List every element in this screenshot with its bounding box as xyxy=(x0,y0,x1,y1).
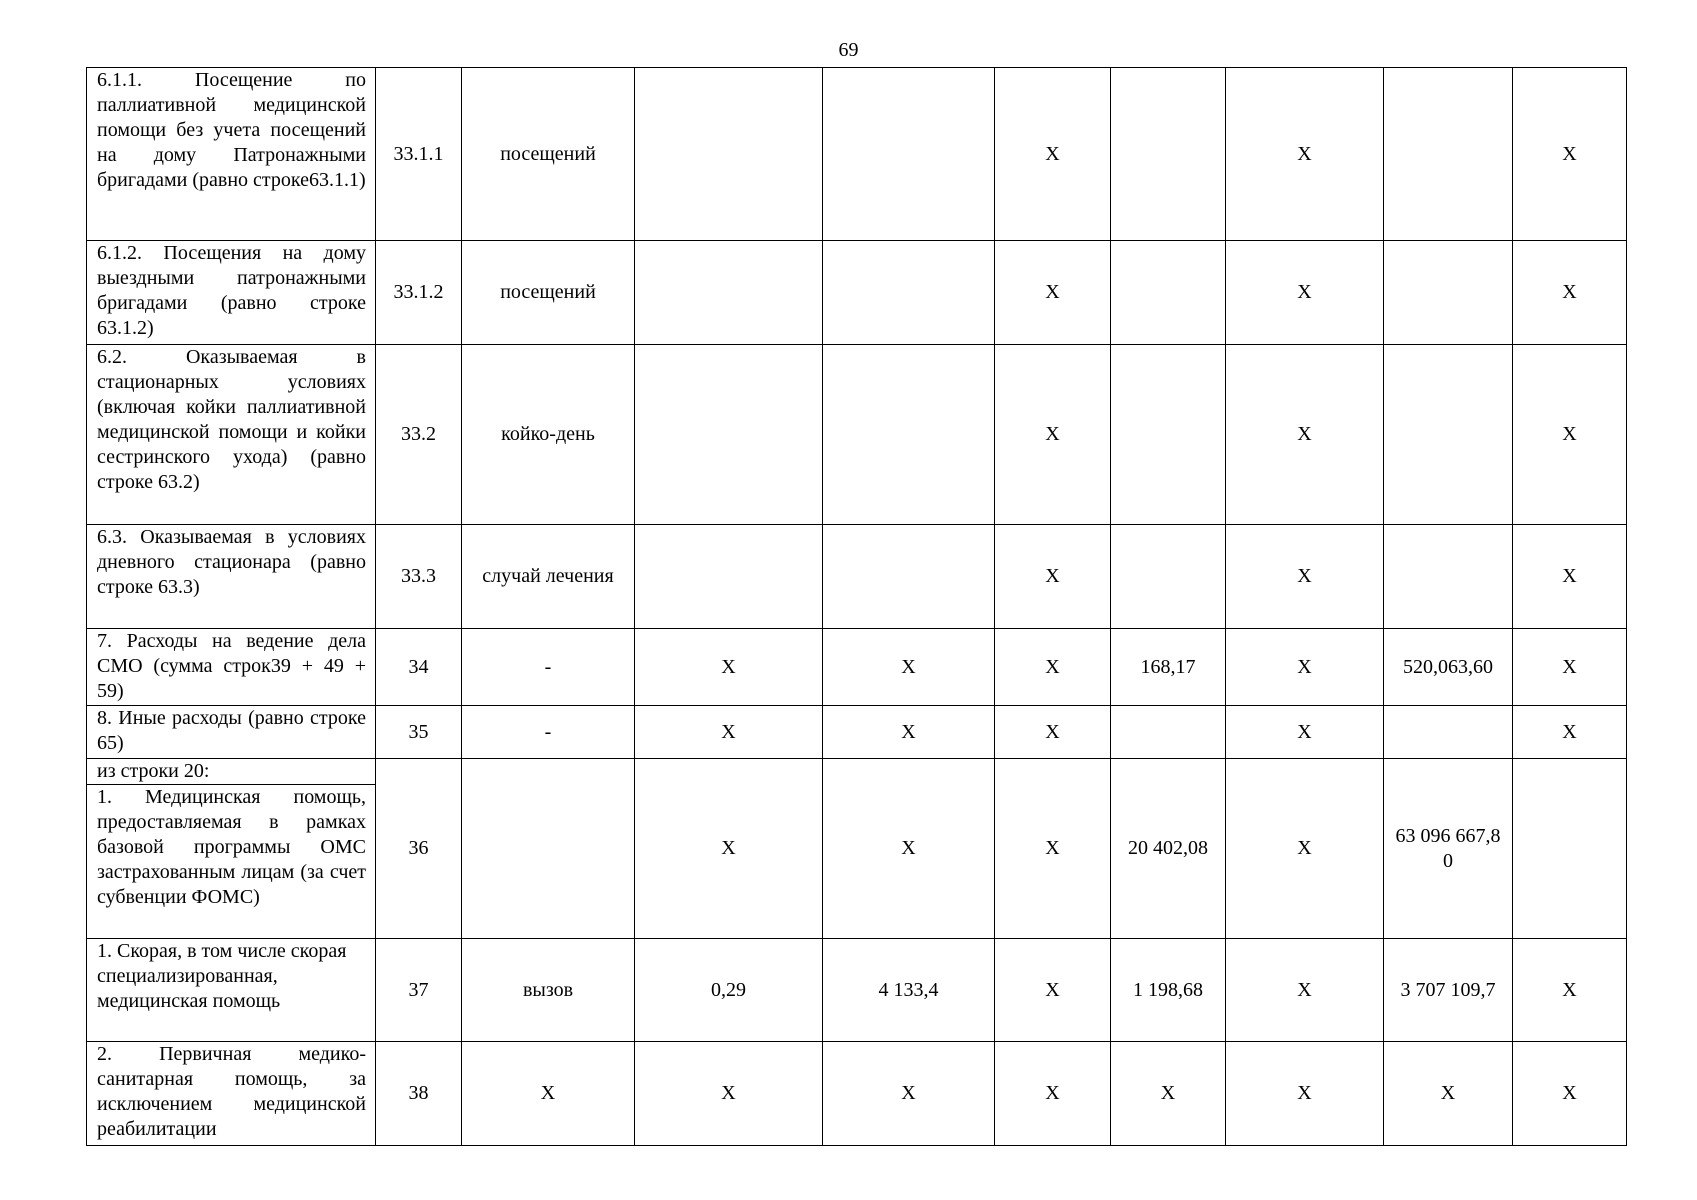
table-row-33-1-1 xyxy=(87,68,1627,241)
cell-col5: X xyxy=(823,706,995,759)
row-name: 7. Расходы на ведение дела СМО (сумма строк39 + 49 + 59) xyxy=(87,629,376,706)
row-code: 33.1.1 xyxy=(376,68,462,241)
cell-col5 xyxy=(823,345,995,525)
cell-col6: X xyxy=(995,1042,1111,1146)
cell-col10: X xyxy=(1513,241,1627,345)
cell-col8: X xyxy=(1226,241,1384,345)
cell-col8: X xyxy=(1226,706,1384,759)
table-row-37 xyxy=(87,939,1627,1042)
table-row-33-2 xyxy=(87,345,1627,525)
row-name: 1. Медицинская помощь, предоставляемая в рамках базовой программы ОМС застрахованным лицам (за счет субвенции ФОМС) xyxy=(97,786,366,908)
cell-col6: X xyxy=(995,939,1111,1042)
row-code: 33.3 xyxy=(376,525,462,629)
row-unit: - xyxy=(462,629,635,706)
cell-col10: X xyxy=(1513,68,1627,241)
cell-col10 xyxy=(1513,759,1627,939)
row-unit: - xyxy=(462,706,635,759)
cell-col10: X xyxy=(1513,1042,1627,1146)
row-name: 2. Первичная медико-санитарная помощь, за исключением медицинской реабилитации xyxy=(87,1042,376,1146)
cell-col6: X xyxy=(995,706,1111,759)
row-code: 34 xyxy=(376,629,462,706)
cell-col7 xyxy=(1111,345,1226,525)
cell-col4 xyxy=(635,68,823,241)
cell-col8: X xyxy=(1226,525,1384,629)
row-code: 33.2 xyxy=(376,345,462,525)
cell-col8: X xyxy=(1226,1042,1384,1146)
cell-col4: X xyxy=(635,706,823,759)
row-name: 6.3. Оказываемая в условиях дневного стационара (равно строке 63.3) xyxy=(87,525,376,629)
row-unit: посещений xyxy=(462,241,635,345)
row-name: 6.2. Оказываемая в стационарных условиях (включая койки паллиативной медицинской помощи и койки сестринского ухода) (равно строке 63.2) xyxy=(87,345,376,525)
cell-col6: X xyxy=(995,759,1111,939)
cell-col9 xyxy=(1384,68,1513,241)
cell-col5: 4 133,4 xyxy=(823,939,995,1042)
table-row-34 xyxy=(87,629,1627,706)
cell-col5 xyxy=(823,525,995,629)
cell-col9: X xyxy=(1384,1042,1513,1146)
row-code: 33.1.2 xyxy=(376,241,462,345)
row-name: 1. Скорая, в том числе скорая специализированная, медицинская помощь xyxy=(87,939,376,1042)
cell-col8: X xyxy=(1226,629,1384,706)
cell-col4 xyxy=(635,525,823,629)
cell-col7: 1 198,68 xyxy=(1111,939,1226,1042)
cell-col10: X xyxy=(1513,345,1627,525)
table-row-36 xyxy=(87,759,1627,939)
cell-col7: 20 402,08 xyxy=(1111,759,1226,939)
cell-col4: X xyxy=(635,1042,823,1146)
cell-col4: X xyxy=(635,629,823,706)
row-unit: вызов xyxy=(462,939,635,1042)
cell-col4 xyxy=(635,345,823,525)
cell-col5: X xyxy=(823,1042,995,1146)
row-name: 6.1.1. Посещение по паллиативной медицинской помощи без учета посещений на дому Патронажными бригадами (равно строке63.1.1) xyxy=(87,68,376,241)
cell-col10: X xyxy=(1513,939,1627,1042)
cell-col5 xyxy=(823,241,995,345)
table-row-38 xyxy=(87,1042,1627,1146)
cell-col5: X xyxy=(823,629,995,706)
cell-col7 xyxy=(1111,241,1226,345)
row-code: 37 xyxy=(376,939,462,1042)
row-unit: посещений xyxy=(462,68,635,241)
cell-col9: 520,063,60 xyxy=(1384,629,1513,706)
cell-col9 xyxy=(1384,525,1513,629)
cell-col10: X xyxy=(1513,629,1627,706)
cell-col7 xyxy=(1111,706,1226,759)
cell-col9: 3 707 109,7 xyxy=(1384,939,1513,1042)
cell-col10: X xyxy=(1513,706,1627,759)
cell-col9 xyxy=(1384,345,1513,525)
cell-col7 xyxy=(1111,525,1226,629)
page-number: 69 xyxy=(838,39,859,61)
cell-col7 xyxy=(1111,68,1226,241)
row-unit: X xyxy=(462,1042,635,1146)
cell-col7: 168,17 xyxy=(1111,629,1226,706)
table-row-35 xyxy=(87,706,1627,759)
from-row-note: из строки 20: xyxy=(87,759,375,785)
cell-col9: 63 096 667,80 xyxy=(1384,759,1513,939)
table-row-33-3 xyxy=(87,525,1627,629)
cell-col9 xyxy=(1384,706,1513,759)
data-table xyxy=(86,67,1627,1146)
cell-col5: X xyxy=(823,759,995,939)
row-unit xyxy=(462,759,635,939)
row-name: 6.1.2. Посещения на дому выездными патронажными бригадами (равно строке 63.1.2) xyxy=(87,241,376,345)
cell-col4: X xyxy=(635,759,823,939)
cell-col7: X xyxy=(1111,1042,1226,1146)
cell-col8: X xyxy=(1226,759,1384,939)
cell-col8: X xyxy=(1226,68,1384,241)
cell-col5 xyxy=(823,68,995,241)
cell-col6: X xyxy=(995,241,1111,345)
cell-col8: X xyxy=(1226,939,1384,1042)
table-row-33-1-2 xyxy=(87,241,1627,345)
cell-col6: X xyxy=(995,345,1111,525)
cell-col6: X xyxy=(995,525,1111,629)
row-code: 36 xyxy=(376,759,462,939)
cell-col6: X xyxy=(995,68,1111,241)
row-unit: койко-день xyxy=(462,345,635,525)
cell-col10: X xyxy=(1513,525,1627,629)
cell-col4 xyxy=(635,241,823,345)
cell-col9 xyxy=(1384,241,1513,345)
row-unit: случай лечения xyxy=(462,525,635,629)
cell-col6: X xyxy=(995,629,1111,706)
row-code: 38 xyxy=(376,1042,462,1146)
row-code: 35 xyxy=(376,706,462,759)
row-name-cell xyxy=(87,759,376,939)
row-name: 8. Иные расходы (равно строке 65) xyxy=(87,706,376,759)
cell-col4: 0,29 xyxy=(635,939,823,1042)
cell-col8: X xyxy=(1226,345,1384,525)
